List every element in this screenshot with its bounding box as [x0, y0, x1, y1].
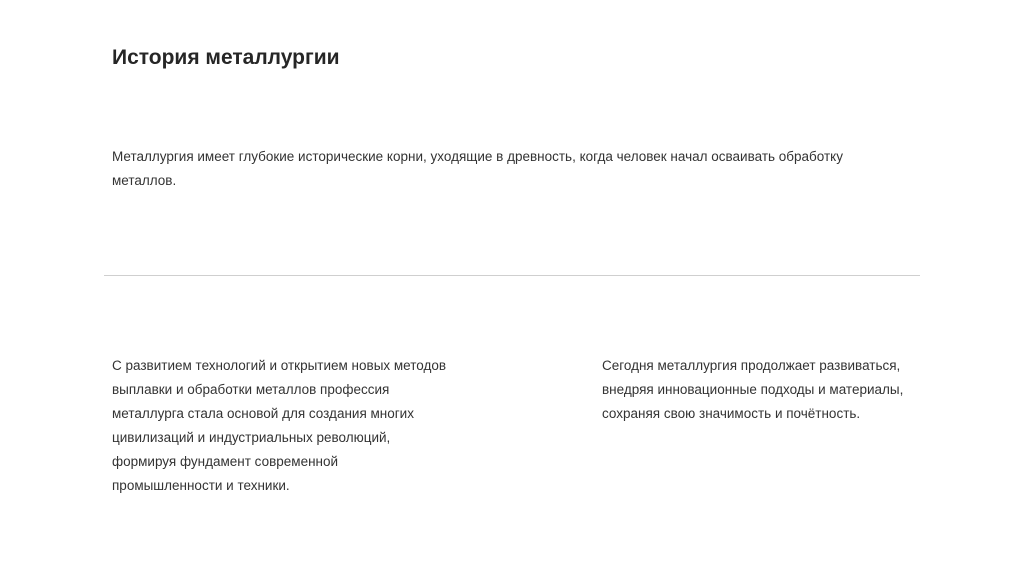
right-column-text: Сегодня металлургия продолжает развиваться, внедряя инновационные подходы и материалы, сохраняя свою значимость и почётность. — [602, 358, 904, 421]
intro-paragraph: Металлургия имеет глубокие исторические корни, уходящие в древность, когда человек начал осваивать обработку металлов. — [112, 149, 843, 188]
divider — [104, 275, 920, 276]
slide-title: История металлургии — [112, 46, 340, 69]
left-column-text: С развитием технологий и открытием новых методов выплавки и обработки металлов профессия металлурга стала основой для создания многих цивилизаций и индустриальных революций, формируя фундамент современной промышленности и техники. — [112, 358, 447, 493]
